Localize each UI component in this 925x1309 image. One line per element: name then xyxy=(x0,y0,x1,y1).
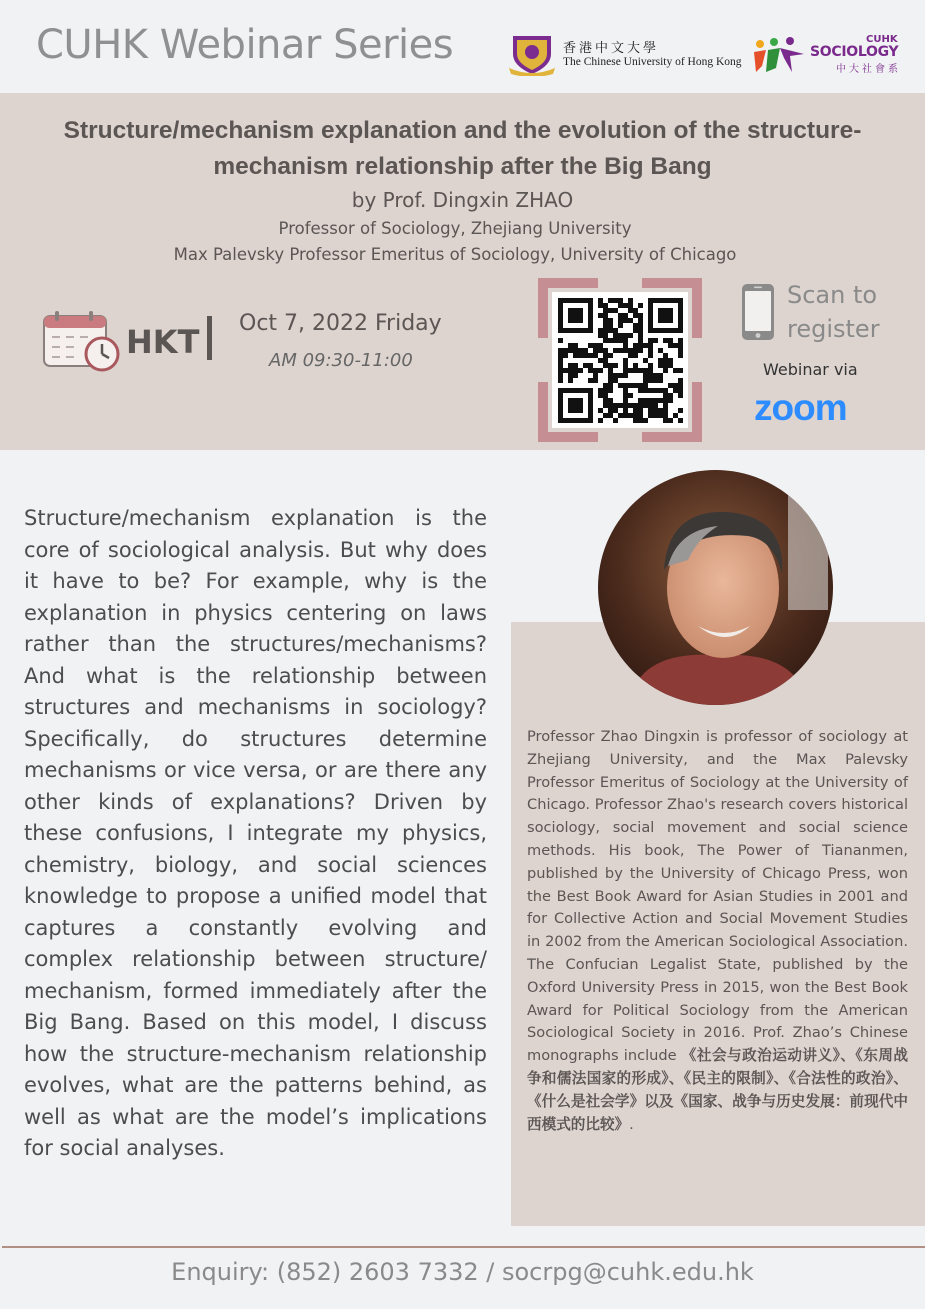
cuhk-logo xyxy=(507,32,742,78)
speaker: by Prof. Dingxin ZHAO xyxy=(351,188,574,212)
sociology-logo xyxy=(750,34,910,78)
divider xyxy=(207,316,212,360)
event-time: AM 09:30-11:00 xyxy=(269,350,413,371)
affiliation-1: Professor of Sociology, Zhejiang University xyxy=(278,219,632,238)
speaker-photo xyxy=(598,470,833,705)
webinar-via: Webinar via xyxy=(763,360,858,379)
series-title: CUHK Webinar Series xyxy=(36,22,454,68)
dept-brand-top: CUHK xyxy=(866,34,898,45)
bio-end: . xyxy=(629,1115,634,1133)
cuhk-name-zh: 香港中文大學 xyxy=(563,41,660,56)
timezone-label: HKT xyxy=(126,323,200,361)
scan-to-register: Scan to register xyxy=(787,281,880,343)
cuhk-name-en: The Chinese University of Hong Kong xyxy=(563,56,742,68)
people-figures-icon xyxy=(750,36,806,76)
bio-text: Professor Zhao Dingxin is professor of sociology at Zhejiang University, and the Max Palevsky Professor Emeritus of Sociology at the University of Chicago. Professor Zhao's research covers historical sociology, social movement and social science methods. His book, The Power of Tiananmen, published by the University of Chicago Press, won the Best Book Award for Asian Studies in 2001 and for Collective Action and Social Movement Studies in 2002 from the American Sociological Association. The Confucian Legalist State, published by the Oxford University Press in 2015, won the Best Book Award for Political Sociology from the American Sociological Society in 2016. Prof. Zhao’s Chinese monographs include xyxy=(527,728,908,1065)
talk-title: Structure/mechanism explanation and the evolution of the structure-mechanism relationship after the Big Bang xyxy=(63,117,862,180)
abstract-text: Structure/mechanism explanation is the core of sociological analysis. But why does it have to be? For example, why is the explanation in physics centering on laws rather than the structures/mechanisms? And what is the relationship between structures and mechanisms in sociology? Specifically, do structures determine mechanisms or vice versa, or are there any other kinds of explanations? Driven by these confusions, I integrate my physics, chemistry, biology, and social sciences knowledge to propose a unified model that captures a constantly evolving and complex relationship between structure/ mechanism, formed immediately after the Big Bang. Based on this model, I discuss how the structure-mechanism relationship evolves, what are the patterns behind, as well as what are the model’s implications for social analyses. xyxy=(24,506,487,1160)
cuhk-crest-icon xyxy=(507,32,557,76)
enquiry-contact[interactable]: Enquiry: (852) 2603 7332 / socrpg@cuhk.edu.hk xyxy=(171,1258,754,1286)
smartphone-icon xyxy=(741,283,775,341)
calendar-clock-icon xyxy=(42,310,122,372)
affiliation-2: Max Palevsky Professor Emeritus of Sociology, University of Chicago xyxy=(173,245,737,264)
bio-monographs: 《社会与政治运动讲义》、《东周战争和儒法国家的形成》、《民主的限制》、《合法性的政治》、《什么是社会学》以及《国家、战争与历史发展：前现代中西模式的比较》 xyxy=(527,1047,908,1133)
dept-brand-name: SOCIOLOGY xyxy=(810,44,899,60)
zoom-logo: zoom xyxy=(754,387,847,428)
dept-brand-zh: 中大社會系 xyxy=(836,64,901,75)
speaker-bio xyxy=(527,726,908,1136)
footer-divider xyxy=(2,1246,925,1248)
event-date: Oct 7, 2022 Friday xyxy=(239,311,442,336)
registration-qr-code[interactable] xyxy=(538,278,702,442)
